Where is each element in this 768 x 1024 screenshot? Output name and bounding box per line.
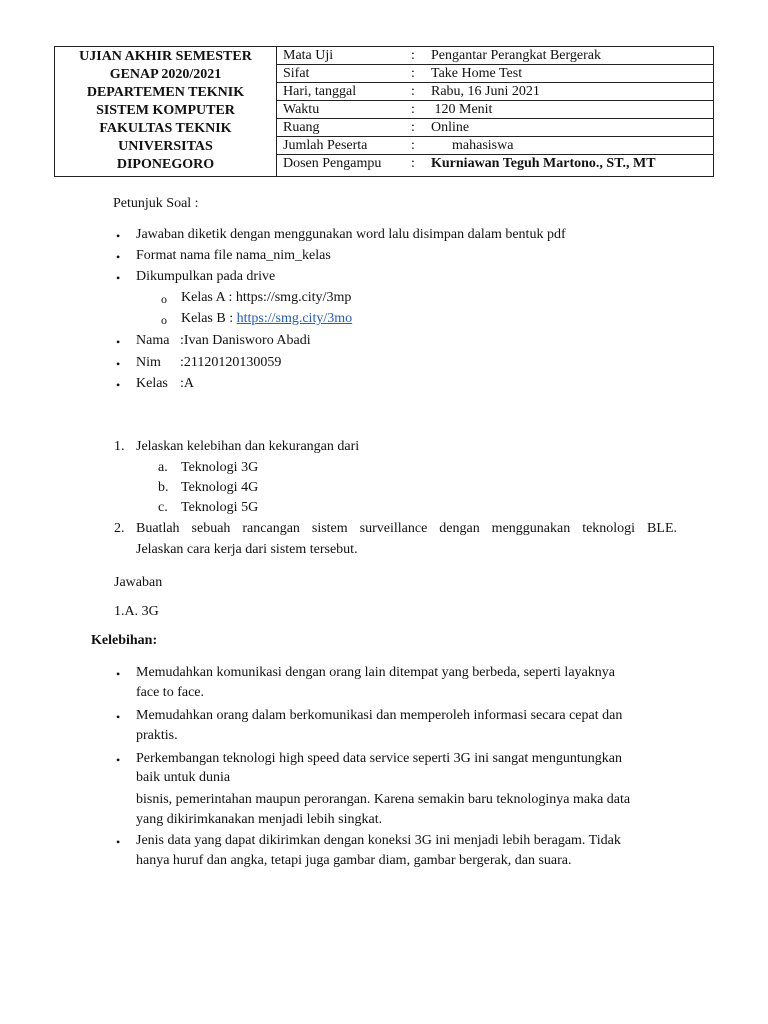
bullet-icon: • [116, 250, 121, 264]
question-number: 2. [114, 521, 125, 536]
bullet-icon: • [116, 710, 121, 724]
info-value: Take Home Test [431, 66, 523, 81]
answer-title: Jawaban [114, 575, 163, 590]
answer-point-line: hanya huruf dan angka, tetapi juga gambar diam, gambar bergerak, dan suara. [136, 853, 572, 868]
institution-line: FAKULTAS TEKNIK [99, 121, 232, 136]
info-colon: : [411, 156, 415, 171]
identity-value: :A [180, 376, 194, 391]
info-value: 120 Menit [431, 102, 493, 117]
info-row [277, 101, 713, 119]
sub-bullet-icon: o [161, 313, 167, 327]
info-row [277, 155, 713, 173]
answer-section: 1.A. 3G [114, 604, 159, 619]
info-key: Dosen Pengampu [283, 156, 382, 171]
drive-item-kelas-b [181, 310, 352, 328]
identity-label: Nim [136, 355, 161, 370]
exam-header-table [54, 46, 714, 177]
identity-label: Kelas [136, 376, 168, 391]
sub-letter: a. [158, 460, 168, 475]
sub-question: Teknologi 5G [181, 500, 259, 515]
bullet-icon: • [116, 229, 121, 243]
sub-bullet-icon: o [161, 292, 167, 306]
info-colon: : [411, 120, 415, 135]
bullet-icon: • [116, 753, 121, 767]
answer-point-line: bisnis, pemerintahan maupun perorangan. Karena semakin baru teknologinya maka data [136, 792, 631, 807]
info-row [277, 83, 713, 101]
institution-line: GENAP 2020/2021 [109, 67, 222, 82]
info-colon: : [411, 84, 415, 99]
sub-question: Teknologi 3G [181, 460, 259, 475]
info-key: Mata Uji [283, 48, 334, 63]
info-row [277, 137, 713, 155]
instructions-title: Petunjuk Soal : [113, 196, 199, 211]
sub-question: Teknologi 4G [181, 480, 259, 495]
question-2-line2: Jelaskan cara kerja dari sistem tersebut. [136, 542, 358, 557]
question-2-line1: Buatlah sebuah rancangan sistem surveillance dengan menggunakan teknologi BLE. [136, 521, 677, 536]
answer-heading: Kelebihan: [91, 633, 158, 648]
exam-info [277, 47, 713, 173]
instruction-item: Jawaban diketik dengan menggunakan word lalu disimpan dalam bentuk pdf [136, 227, 566, 242]
info-colon: : [411, 102, 415, 117]
institution-line: DIPONEGORO [116, 157, 215, 172]
answer-point-line: Perkembangan teknologi high speed data service seperti 3G ini sangat menguntungkan [136, 751, 622, 766]
bullet-icon: • [116, 335, 121, 349]
info-colon: : [411, 138, 415, 153]
info-key: Ruang [283, 120, 320, 135]
institution-line: DEPARTEMEN TEKNIK [86, 85, 245, 100]
answer-point-line: praktis. [136, 728, 178, 743]
info-colon: : [411, 48, 415, 63]
bullet-icon: • [116, 835, 121, 849]
identity-value: :Ivan Danisworo Abadi [180, 333, 311, 348]
info-colon: : [411, 66, 415, 81]
instruction-item: Dikumpulkan pada drive [136, 269, 276, 284]
drive-link-kelas-b[interactable]: https://smg.city/3mo [236, 311, 353, 326]
bullet-icon: • [116, 378, 121, 392]
answer-point-line: baik untuk dunia [136, 770, 231, 785]
institution-line: UJIAN AKHIR SEMESTER [79, 49, 252, 64]
info-value: Kurniawan Teguh Martono., ST., MT [431, 156, 656, 171]
sub-letter: c. [158, 500, 168, 515]
info-row [277, 47, 713, 65]
institution-line: UNIVERSITAS [118, 139, 213, 154]
identity-label: Nama [136, 333, 170, 348]
sub-letter: b. [158, 480, 169, 495]
bullet-icon: • [116, 667, 121, 681]
answer-point-line: yang dikirimkanakan menjadi lebih singkat. [136, 812, 383, 827]
question-1: Jelaskan kelebihan dan kekurangan dari [136, 439, 360, 454]
info-value: Online [431, 120, 470, 135]
info-value: mahasiswa [431, 138, 514, 153]
question-number: 1. [114, 439, 125, 454]
identity-value: :21120120130059 [180, 355, 282, 370]
institution-block [55, 47, 277, 176]
info-key: Sifat [283, 66, 310, 81]
institution-line: SISTEM KOMPUTER [96, 103, 235, 118]
info-value: Rabu, 16 Juni 2021 [431, 84, 540, 99]
bullet-icon: • [116, 271, 121, 285]
instruction-item: Format nama file nama_nim_kelas [136, 248, 331, 263]
info-key: Hari, tanggal [283, 84, 357, 99]
answer-point-line: face to face. [136, 685, 204, 700]
info-row [277, 119, 713, 137]
info-row [277, 65, 713, 83]
bullet-icon: • [116, 357, 121, 371]
drive-label-kelas-b: Kelas B : [181, 311, 237, 326]
drive-link-kelas-a: Kelas A : https://smg.city/3mp [181, 290, 352, 305]
answer-point-line: Memudahkan komunikasi dengan orang lain ditempat yang berbeda, seperti layaknya [136, 665, 615, 680]
info-key: Waktu [283, 102, 320, 117]
answer-point-line: Jenis data yang dapat dikirimkan dengan koneksi 3G ini menjadi lebih beragam. Tidak [136, 833, 621, 848]
answer-point-line: Memudahkan orang dalam berkomunikasi dan memperoleh informasi secara cepat dan [136, 708, 623, 723]
info-value: Pengantar Perangkat Bergerak [431, 48, 602, 63]
info-key: Jumlah Peserta [283, 138, 368, 153]
